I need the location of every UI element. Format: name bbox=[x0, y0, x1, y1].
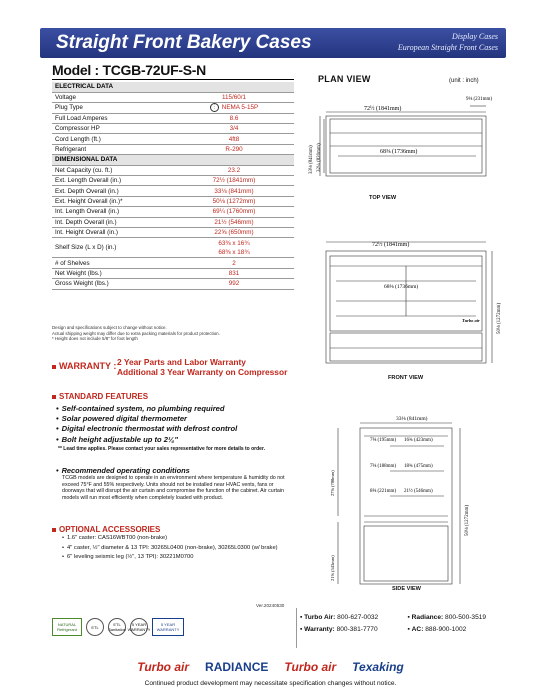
unit-label: (unit : inch) bbox=[449, 78, 479, 84]
front-view-drawing bbox=[326, 242, 492, 363]
footnote: Continued product development may necessitate specification changes without notice. bbox=[144, 680, 397, 687]
table-row: Compressor HP 3/4 bbox=[52, 124, 294, 134]
table-row: Ext. Length Overall (in.) 72½ (1841mm) bbox=[52, 176, 294, 186]
table-row: Voltage 115/60/1 bbox=[52, 92, 294, 102]
cert-logos bbox=[52, 618, 184, 636]
side-height-lower: 21⅝ (543mm) bbox=[330, 555, 335, 581]
warranty-line-1: 2 Year Parts and Labor Warranty bbox=[117, 357, 246, 367]
radiance-phone: 800-500-3519 bbox=[445, 614, 487, 621]
etl-sanitation-logo: ETL Sanitation bbox=[108, 618, 126, 636]
top-small-dim: 9⅛ (231mm) bbox=[466, 97, 493, 102]
list-item: • 1.6" caster: CAS16WBT00 (non-brake) bbox=[62, 534, 278, 544]
subcategory-label: European Straight Front Cases bbox=[397, 43, 498, 52]
brand-logos bbox=[0, 660, 541, 674]
side-view-drawing bbox=[338, 423, 460, 584]
turbo-phone: 800-627-0032 bbox=[337, 614, 379, 621]
table-row: Gross Weight (lbs.) 992 bbox=[52, 279, 294, 289]
table-row: # of Shelves 2 bbox=[52, 258, 294, 268]
list-item: • Solar powered digital thermometer bbox=[56, 414, 237, 424]
table-row: Net Capacity (cu. ft.) 23.2 bbox=[52, 165, 294, 175]
bullet-square-icon bbox=[52, 365, 56, 369]
features-title: STANDARD FEATURES bbox=[52, 392, 148, 401]
section-electrical: ELECTRICAL DATA bbox=[52, 82, 294, 92]
ac-phone: 888-900-1002 bbox=[425, 626, 467, 633]
table-row: Full Load Amperes 8.6 bbox=[52, 113, 294, 123]
turbo-air-logo: Turbo air bbox=[137, 660, 190, 674]
front-length-dim: 72½ (1841mm) bbox=[372, 242, 410, 248]
table-row: Net Weight (lbs.) 831 bbox=[52, 268, 294, 278]
side-dim-b2: 18¾ (475mm) bbox=[404, 464, 433, 469]
top-view-drawing bbox=[320, 106, 486, 176]
spec-notes: Design and specifications subject to change without notice. Actual shipping weight may differ due to extra packing materials for product protection. * Height does not include 5/8" for foot length bbox=[52, 325, 220, 342]
warranty-line-2: Additional 3 Year Warranty on Compressor bbox=[117, 367, 288, 377]
accessories-list bbox=[62, 534, 278, 563]
recommended-title: • Recommended operating conditions bbox=[56, 466, 190, 475]
side-depth-dim: 33⅛ (841mm) bbox=[396, 416, 428, 422]
recommended-body: TCGB models are designed to operate in an environment where temperature & humidity do not exceed 75°F and 55% respectively. Units should not be installed near HVAC vents, fans or doorways that will disrupt the air curtain and compromise the function of the cabinet. Air curtain models will run most efficiently when completely loaded with product. bbox=[62, 475, 285, 501]
side-dim-c1: 8⅝ (221mm) bbox=[370, 489, 397, 494]
bullet-square-icon bbox=[52, 395, 56, 399]
section-dimensional: DIMENSIONAL DATA bbox=[52, 155, 294, 165]
list-item: • Self-contained system, no plumbing required bbox=[56, 404, 237, 414]
texaking-logo: Texaking bbox=[352, 660, 404, 674]
front-brand-mark: Turbo air bbox=[462, 318, 480, 323]
warranty-label: WARRANTY : bbox=[59, 361, 117, 371]
list-item: • 4" caster, ½" diameter & 13 TPI: 30265L0400 (non-brake), 30265L0300 (w/ brake) bbox=[62, 544, 278, 554]
turbo-air-logo-2: Turbo air bbox=[284, 660, 337, 674]
contact-info: ▪ Turbo Air: 800-627-0032 ▪ Radiance: 800-500-3519 ▪ Warranty: 800-381-7770 ▪ AC: 888-900-1002 bbox=[300, 614, 487, 633]
side-view-caption: SIDE VIEW bbox=[392, 586, 421, 592]
natural-refrigerant-logo: NATURAL Refrigerant bbox=[52, 618, 82, 636]
table-row: Int. Height Overall (in.) 22⅝ (650mm) bbox=[52, 227, 294, 237]
table-row: Ext. Height Overall (in.)* 50⅛ (1272mm) bbox=[52, 196, 294, 206]
plan-view-title: PLAN VIEW bbox=[318, 74, 371, 84]
side-dim-c2: 21½ (546mm) bbox=[404, 489, 433, 494]
features-list bbox=[56, 404, 237, 445]
table-row: Int. Depth Overall (in.) 21½ (546mm) bbox=[52, 217, 294, 227]
side-dim-a2: 16¾ (423mm) bbox=[404, 438, 433, 443]
page-title: Straight Front Bakery Cases bbox=[56, 32, 312, 53]
spec-table bbox=[52, 82, 294, 290]
top-length-dim: 72½ (1841mm) bbox=[364, 106, 402, 112]
warranty-seal-logo: 5 YEAR WARRANTY bbox=[130, 618, 148, 636]
table-row: Plug Type ⋮ NEMA 5-15P bbox=[52, 103, 294, 113]
side-height-upper: 27⅝ (700mm) bbox=[330, 470, 335, 496]
front-height-dim: 50⅛ (1272mm) bbox=[497, 302, 502, 334]
top-depth-dim: 33⅛ (841mm) bbox=[309, 145, 314, 174]
model-number: Model : TCGB-72UF-S-N bbox=[52, 62, 206, 78]
top-depth-dim-2: 32¼ (820mm) bbox=[317, 143, 322, 172]
top-view-caption: TOP VIEW bbox=[369, 195, 397, 201]
technical-drawings bbox=[300, 86, 530, 606]
warranty-phone: 800-381-7770 bbox=[336, 626, 378, 633]
front-inner-dim: 68⅜ (1736mm) bbox=[384, 284, 419, 290]
etl-logo: ETL bbox=[86, 618, 104, 636]
top-inner-dim: 68⅜ (1736mm) bbox=[380, 149, 418, 155]
table-row: Cord Length (ft.) 4ft8 bbox=[52, 134, 294, 144]
list-item: • 6" leveling seismic leg (½", 13 TPI): 30221M0700 bbox=[62, 553, 278, 563]
usa-warranty-logo: 5 YEAR WARRANTY bbox=[152, 618, 184, 636]
plug-icon: ⋮ bbox=[211, 104, 217, 111]
front-view-caption: FRONT VIEW bbox=[388, 375, 424, 381]
table-row: Shelf Size (L x D) (in.) 63⅜ x 16¾ 68⅜ x 18¾ bbox=[52, 238, 294, 258]
radiance-logo: RADIANCE bbox=[205, 660, 269, 674]
category-label: Display Cases bbox=[452, 32, 498, 41]
table-row: Int. Length Overall (in.) 69¼ (1760mm) bbox=[52, 207, 294, 217]
bullet-square-icon bbox=[52, 528, 56, 532]
accessories-title: OPTIONAL ACCESSORIES bbox=[52, 525, 160, 534]
lead-time-note: ** Lead time applies. Please contact your sales representative for more details to order. bbox=[58, 446, 266, 452]
divider bbox=[296, 608, 297, 648]
side-dim-b1: 7⅜ (188mm) bbox=[370, 464, 397, 469]
table-row: Ext. Depth Overall (in.) 33⅛ (841mm) bbox=[52, 186, 294, 196]
table-row: Refrigerant R-290 bbox=[52, 144, 294, 154]
header-bar bbox=[40, 28, 506, 58]
version-label: Ver.20240530 bbox=[256, 603, 285, 608]
divider bbox=[52, 79, 294, 80]
list-item: • Bolt height adjustable up to 2¼" bbox=[56, 435, 237, 445]
side-dim-a1: 7⅝ (195mm) bbox=[370, 438, 397, 443]
list-item: • Digital electronic thermostat with defrost control bbox=[56, 424, 237, 434]
side-height-dim: 50⅛ (1272mm) bbox=[465, 504, 470, 536]
